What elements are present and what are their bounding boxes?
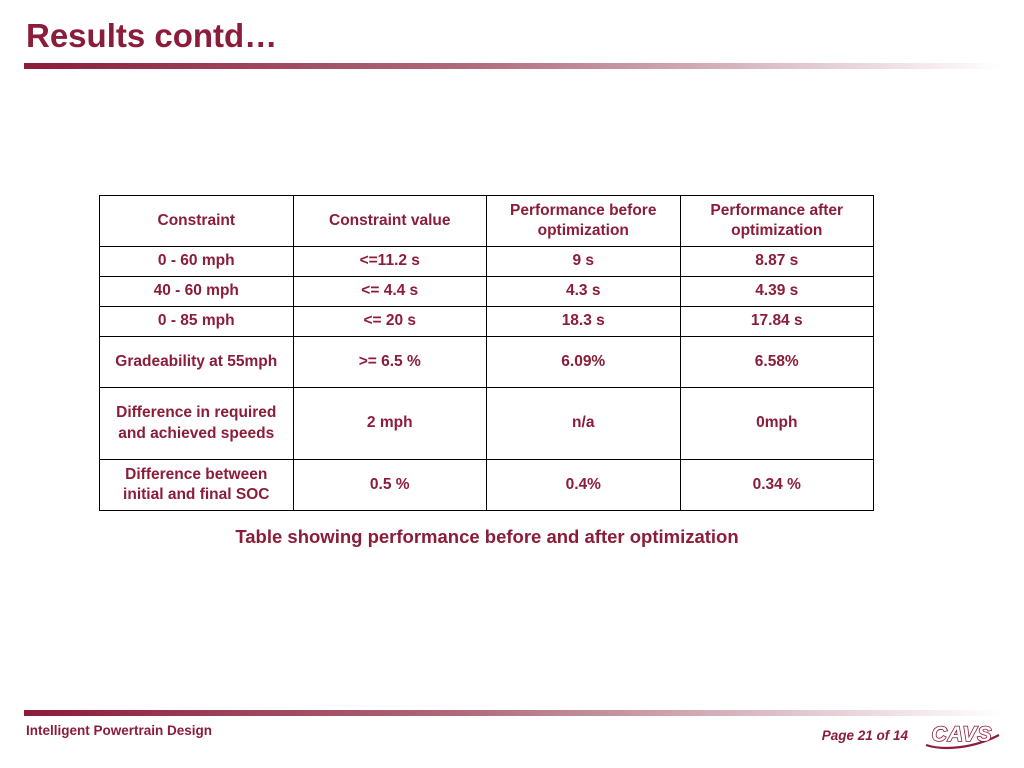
table-row [100, 277, 874, 307]
table-cell: Difference in required and achieved speeds [100, 388, 294, 460]
table-cell: >= 6.5 % [293, 337, 487, 388]
page-number: Page 21 of 14 [821, 728, 908, 743]
title-divider [24, 63, 1004, 69]
table-cell: 0.34 % [680, 460, 874, 511]
table-cell: 0.4% [487, 460, 681, 511]
cavs-logo-icon [922, 718, 1002, 750]
table-header-cell: Performance before optimization [487, 196, 681, 247]
footer-course-title: Intelligent Powertrain Design [26, 723, 213, 738]
footer-divider [24, 710, 1004, 716]
table-cell: 2 mph [293, 388, 487, 460]
table-cell: Gradeability at 55mph [100, 337, 294, 388]
table-cell: 4.3 s [487, 277, 681, 307]
table-header-cell: Constraint value [293, 196, 487, 247]
table-cell: 8.87 s [680, 247, 874, 277]
table-cell: 6.58% [680, 337, 874, 388]
table-cell: 18.3 s [487, 307, 681, 337]
table-row [100, 307, 874, 337]
table-cell: 0 - 85 mph [100, 307, 294, 337]
results-table [99, 195, 874, 511]
table-header-cell: Performance after optimization [680, 196, 874, 247]
table-cell: 0mph [680, 388, 874, 460]
table-cell: 0 - 60 mph [100, 247, 294, 277]
table-row [100, 247, 874, 277]
table-cell: 0.5 % [293, 460, 487, 511]
table-caption: Table showing performance before and after optimization [235, 526, 739, 547]
table-header-row [100, 196, 874, 247]
table-cell: 6.09% [487, 337, 681, 388]
logo-text: CAVS [931, 723, 993, 746]
table-cell: Difference between initial and final SOC [100, 460, 294, 511]
table-cell: <=11.2 s [293, 247, 487, 277]
table-row [100, 388, 874, 460]
table-row [100, 337, 874, 388]
slide-title: Results contd… [26, 17, 278, 54]
table-cell: <= 20 s [293, 307, 487, 337]
table-cell: 4.39 s [680, 277, 874, 307]
table-cell: 17.84 s [680, 307, 874, 337]
table-cell: <= 4.4 s [293, 277, 487, 307]
table-cell: n/a [487, 388, 681, 460]
table-cell: 40 - 60 mph [100, 277, 294, 307]
table-header-cell: Constraint [100, 196, 294, 247]
table-cell: 9 s [487, 247, 681, 277]
table-row [100, 460, 874, 511]
